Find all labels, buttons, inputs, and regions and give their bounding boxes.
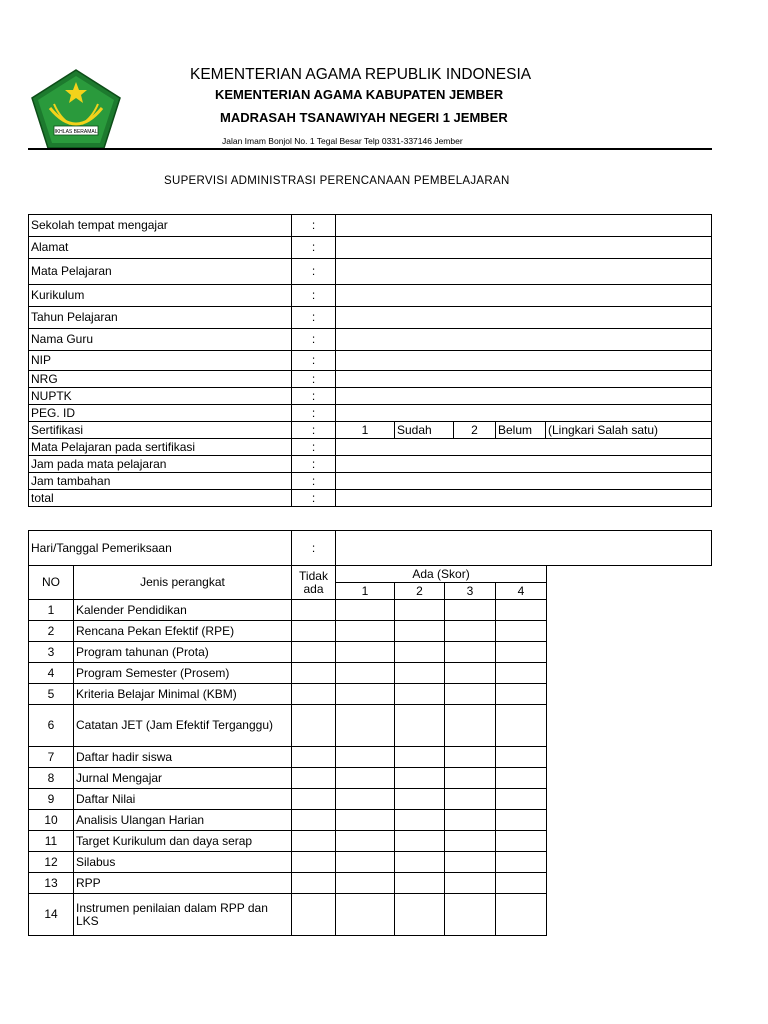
identity-row — [29, 259, 712, 285]
identity-value-field[interactable] — [336, 215, 712, 237]
identity-label: Nama Guru — [29, 329, 292, 351]
identity-value-field[interactable] — [336, 237, 712, 259]
checklist-row — [29, 621, 547, 642]
item-name: Jurnal Mengajar — [74, 768, 292, 789]
checklist-row — [29, 768, 547, 789]
score-4-cell[interactable] — [496, 663, 547, 684]
score-3-cell[interactable] — [445, 663, 496, 684]
score-3-cell[interactable] — [445, 768, 496, 789]
option-note: (Lingkari Salah satu) — [546, 422, 712, 439]
identity-row — [29, 351, 712, 371]
identity-value-field[interactable] — [336, 329, 712, 351]
score-header: 3 — [445, 583, 496, 600]
score-3-cell[interactable] — [445, 831, 496, 852]
score-1-cell[interactable] — [336, 768, 395, 789]
score-1-cell[interactable] — [336, 789, 395, 810]
score-4-cell[interactable] — [496, 894, 547, 936]
identity-label: PEG. ID — [29, 405, 292, 422]
score-2-cell[interactable] — [395, 642, 445, 663]
score-header: 2 — [395, 583, 445, 600]
colon: : — [292, 329, 336, 351]
score-3-cell[interactable] — [445, 852, 496, 873]
tidak-ada-cell[interactable] — [292, 663, 336, 684]
item-number: 4 — [29, 663, 74, 684]
checklist-row — [29, 831, 547, 852]
identity-row — [29, 371, 712, 388]
item-name: Analisis Ulangan Harian — [74, 810, 292, 831]
item-name: Daftar Nilai — [74, 789, 292, 810]
item-number: 3 — [29, 642, 74, 663]
item-name: Silabus — [74, 852, 292, 873]
colon: : — [292, 405, 336, 422]
score-3-cell[interactable] — [445, 621, 496, 642]
score-1-cell[interactable] — [336, 642, 395, 663]
score-1-cell[interactable] — [336, 705, 395, 747]
identity-label: Mata Pelajaran — [29, 259, 292, 285]
checklist-row — [29, 810, 547, 831]
item-number: 2 — [29, 621, 74, 642]
score-3-cell[interactable] — [445, 705, 496, 747]
item-number: 6 — [29, 705, 74, 747]
score-4-cell[interactable] — [496, 600, 547, 621]
colon: : — [292, 285, 336, 307]
checklist-row — [29, 642, 547, 663]
score-3-cell[interactable] — [445, 789, 496, 810]
item-number: 5 — [29, 684, 74, 705]
tidak-ada-cell[interactable] — [292, 831, 336, 852]
score-1-cell[interactable] — [336, 747, 395, 768]
colon: : — [292, 371, 336, 388]
tidak-ada-cell[interactable] — [292, 789, 336, 810]
item-name: Daftar hadir siswa — [74, 747, 292, 768]
identity-label: Tahun Pelajaran — [29, 307, 292, 329]
score-2-cell[interactable] — [395, 684, 445, 705]
item-number: 8 — [29, 768, 74, 789]
tidak-ada-cell[interactable] — [292, 684, 336, 705]
score-1-cell[interactable] — [336, 831, 395, 852]
identity-label: Kurikulum — [29, 285, 292, 307]
score-2-cell[interactable] — [395, 852, 445, 873]
colon: : — [292, 473, 336, 490]
item-number: 9 — [29, 789, 74, 810]
ministry-logo — [30, 68, 122, 150]
identity-value-field[interactable] — [336, 259, 712, 285]
score-3-cell[interactable] — [445, 747, 496, 768]
item-number: 7 — [29, 747, 74, 768]
colon: : — [292, 215, 336, 237]
score-3-cell[interactable] — [445, 810, 496, 831]
identity-row — [29, 388, 712, 405]
colon: : — [292, 531, 336, 566]
colon: : — [292, 456, 336, 473]
identity-value-field[interactable] — [336, 439, 712, 456]
document-title: SUPERVISI ADMINISTRASI PERENCANAAN PEMBELAJARAN — [164, 175, 510, 187]
score-3-cell[interactable] — [445, 894, 496, 936]
score-1-cell[interactable] — [336, 810, 395, 831]
checklist-row — [29, 852, 547, 873]
score-1-cell[interactable] — [336, 663, 395, 684]
score-1-cell[interactable] — [336, 873, 395, 894]
score-2-cell[interactable] — [395, 747, 445, 768]
identity-label: Sekolah tempat mengajar — [29, 215, 292, 237]
item-name: Target Kurikulum dan daya serap — [74, 831, 292, 852]
colon: : — [292, 422, 336, 439]
score-3-cell[interactable] — [445, 873, 496, 894]
identity-value-field[interactable] — [336, 490, 712, 507]
identity-label: Jam pada mata pelajaran — [29, 456, 292, 473]
checklist-row — [29, 684, 547, 705]
score-4-cell[interactable] — [496, 621, 547, 642]
score-3-cell[interactable] — [445, 600, 496, 621]
col-header-tidak-ada: Tidak ada — [292, 566, 336, 600]
identity-row — [29, 473, 712, 490]
tidak-ada-cell[interactable] — [292, 894, 336, 936]
tidak-ada-cell[interactable] — [292, 642, 336, 663]
checklist-row — [29, 705, 547, 747]
school-address: Jalan Imam Bonjol No. 1 Tegal Besar Telp 0331-337146 Jember — [222, 136, 463, 146]
checklist-row — [29, 747, 547, 768]
score-4-cell[interactable] — [496, 768, 547, 789]
score-4-cell[interactable] — [496, 642, 547, 663]
score-2-cell[interactable] — [395, 789, 445, 810]
score-4-cell[interactable] — [496, 810, 547, 831]
score-1-cell[interactable] — [336, 852, 395, 873]
score-4-cell[interactable] — [496, 747, 547, 768]
item-number: 14 — [29, 894, 74, 936]
score-4-cell[interactable] — [496, 705, 547, 747]
tidak-ada-cell[interactable] — [292, 621, 336, 642]
col-header-no: NO — [29, 566, 74, 600]
tidak-ada-cell[interactable] — [292, 873, 336, 894]
identity-row — [29, 215, 712, 237]
option-2-label[interactable]: Belum — [496, 422, 546, 439]
identity-value-field[interactable] — [336, 285, 712, 307]
score-header: 4 — [496, 583, 547, 600]
score-4-cell[interactable] — [496, 684, 547, 705]
score-4-cell[interactable] — [496, 852, 547, 873]
option-1-label[interactable]: Sudah — [395, 422, 454, 439]
item-number: 13 — [29, 873, 74, 894]
score-3-cell[interactable] — [445, 642, 496, 663]
score-2-cell[interactable] — [395, 768, 445, 789]
score-2-cell[interactable] — [395, 831, 445, 852]
identity-value-field[interactable] — [336, 307, 712, 329]
checklist-table — [28, 565, 547, 936]
identity-label: Sertifikasi — [29, 422, 292, 439]
colon: : — [292, 259, 336, 285]
identity-value-field[interactable] — [336, 473, 712, 490]
identity-row — [29, 490, 712, 507]
item-number: 10 — [29, 810, 74, 831]
identity-row — [29, 237, 712, 259]
item-name: Instrumen penilaian dalam RPP dan LKS — [74, 894, 292, 936]
identity-label: NUPTK — [29, 388, 292, 405]
item-name: Kriteria Belajar Minimal (KBM) — [74, 684, 292, 705]
identity-label: Jam tambahan — [29, 473, 292, 490]
score-4-cell[interactable] — [496, 873, 547, 894]
item-number: 1 — [29, 600, 74, 621]
checklist-row — [29, 600, 547, 621]
colon: : — [292, 388, 336, 405]
identity-label: NIP — [29, 351, 292, 371]
identity-row — [29, 405, 712, 422]
checklist-row — [29, 894, 547, 936]
item-name: Program tahunan (Prota) — [74, 642, 292, 663]
score-2-cell[interactable] — [395, 663, 445, 684]
item-name: Kalender Pendidikan — [74, 600, 292, 621]
identity-row-sertifikasi — [29, 422, 712, 439]
identity-value-field[interactable] — [336, 405, 712, 422]
score-4-cell[interactable] — [496, 789, 547, 810]
identity-label: total — [29, 490, 292, 507]
score-2-cell[interactable] — [395, 873, 445, 894]
score-1-cell[interactable] — [336, 684, 395, 705]
identity-row — [29, 307, 712, 329]
col-header-jenis: Jenis perangkat — [74, 566, 292, 600]
colon: : — [292, 307, 336, 329]
score-3-cell[interactable] — [445, 684, 496, 705]
option-2-number[interactable]: 2 — [454, 422, 496, 439]
logo-motto: IKHLAS BERAMAL — [54, 129, 98, 135]
identity-table — [28, 214, 712, 507]
score-2-cell[interactable] — [395, 894, 445, 936]
identity-row — [29, 329, 712, 351]
item-name: Rencana Pekan Efektif (RPE) — [74, 621, 292, 642]
col-header-ada-skor: Ada (Skor) — [336, 566, 547, 583]
exam-date-field[interactable] — [336, 531, 712, 566]
item-name: RPP — [74, 873, 292, 894]
tidak-ada-cell[interactable] — [292, 810, 336, 831]
identity-label: Mata Pelajaran pada sertifikasi — [29, 439, 292, 456]
identity-label: Alamat — [29, 237, 292, 259]
item-number: 12 — [29, 852, 74, 873]
item-name: Catatan JET (Jam Efektif Terganggu) — [74, 705, 292, 747]
checklist-row — [29, 789, 547, 810]
ministry-title: KEMENTERIAN AGAMA REPUBLIK INDONESIA — [190, 66, 532, 83]
score-2-cell[interactable] — [395, 810, 445, 831]
checklist-row — [29, 663, 547, 684]
colon: : — [292, 237, 336, 259]
score-2-cell[interactable] — [395, 600, 445, 621]
school-title: MADRASAH TSANAWIYAH NEGERI 1 JEMBER — [220, 110, 508, 125]
score-4-cell[interactable] — [496, 831, 547, 852]
tidak-ada-cell[interactable] — [292, 852, 336, 873]
score-2-cell[interactable] — [395, 705, 445, 747]
tidak-ada-cell[interactable] — [292, 747, 336, 768]
identity-row — [29, 285, 712, 307]
office-title: KEMENTERIAN AGAMA KABUPATEN JEMBER — [215, 87, 504, 102]
checklist-row — [29, 873, 547, 894]
item-name: Program Semester (Prosem) — [74, 663, 292, 684]
header-divider — [28, 148, 712, 150]
score-header: 1 — [336, 583, 395, 600]
colon: : — [292, 490, 336, 507]
score-2-cell[interactable] — [395, 621, 445, 642]
exam-date-label: Hari/Tanggal Pemeriksaan — [29, 531, 292, 566]
exam-date-table — [28, 530, 712, 566]
colon: : — [292, 439, 336, 456]
tidak-ada-cell[interactable] — [292, 600, 336, 621]
score-1-cell[interactable] — [336, 600, 395, 621]
identity-value-field[interactable] — [336, 388, 712, 405]
option-1-number[interactable]: 1 — [336, 422, 395, 439]
identity-value-field[interactable] — [336, 371, 712, 388]
identity-value-field[interactable] — [336, 456, 712, 473]
identity-row — [29, 456, 712, 473]
tidak-ada-cell[interactable] — [292, 705, 336, 747]
identity-label: NRG — [29, 371, 292, 388]
score-1-cell[interactable] — [336, 621, 395, 642]
identity-value-field[interactable] — [336, 351, 712, 371]
item-number: 11 — [29, 831, 74, 852]
score-1-cell[interactable] — [336, 894, 395, 936]
colon: : — [292, 351, 336, 371]
tidak-ada-cell[interactable] — [292, 768, 336, 789]
identity-row — [29, 439, 712, 456]
